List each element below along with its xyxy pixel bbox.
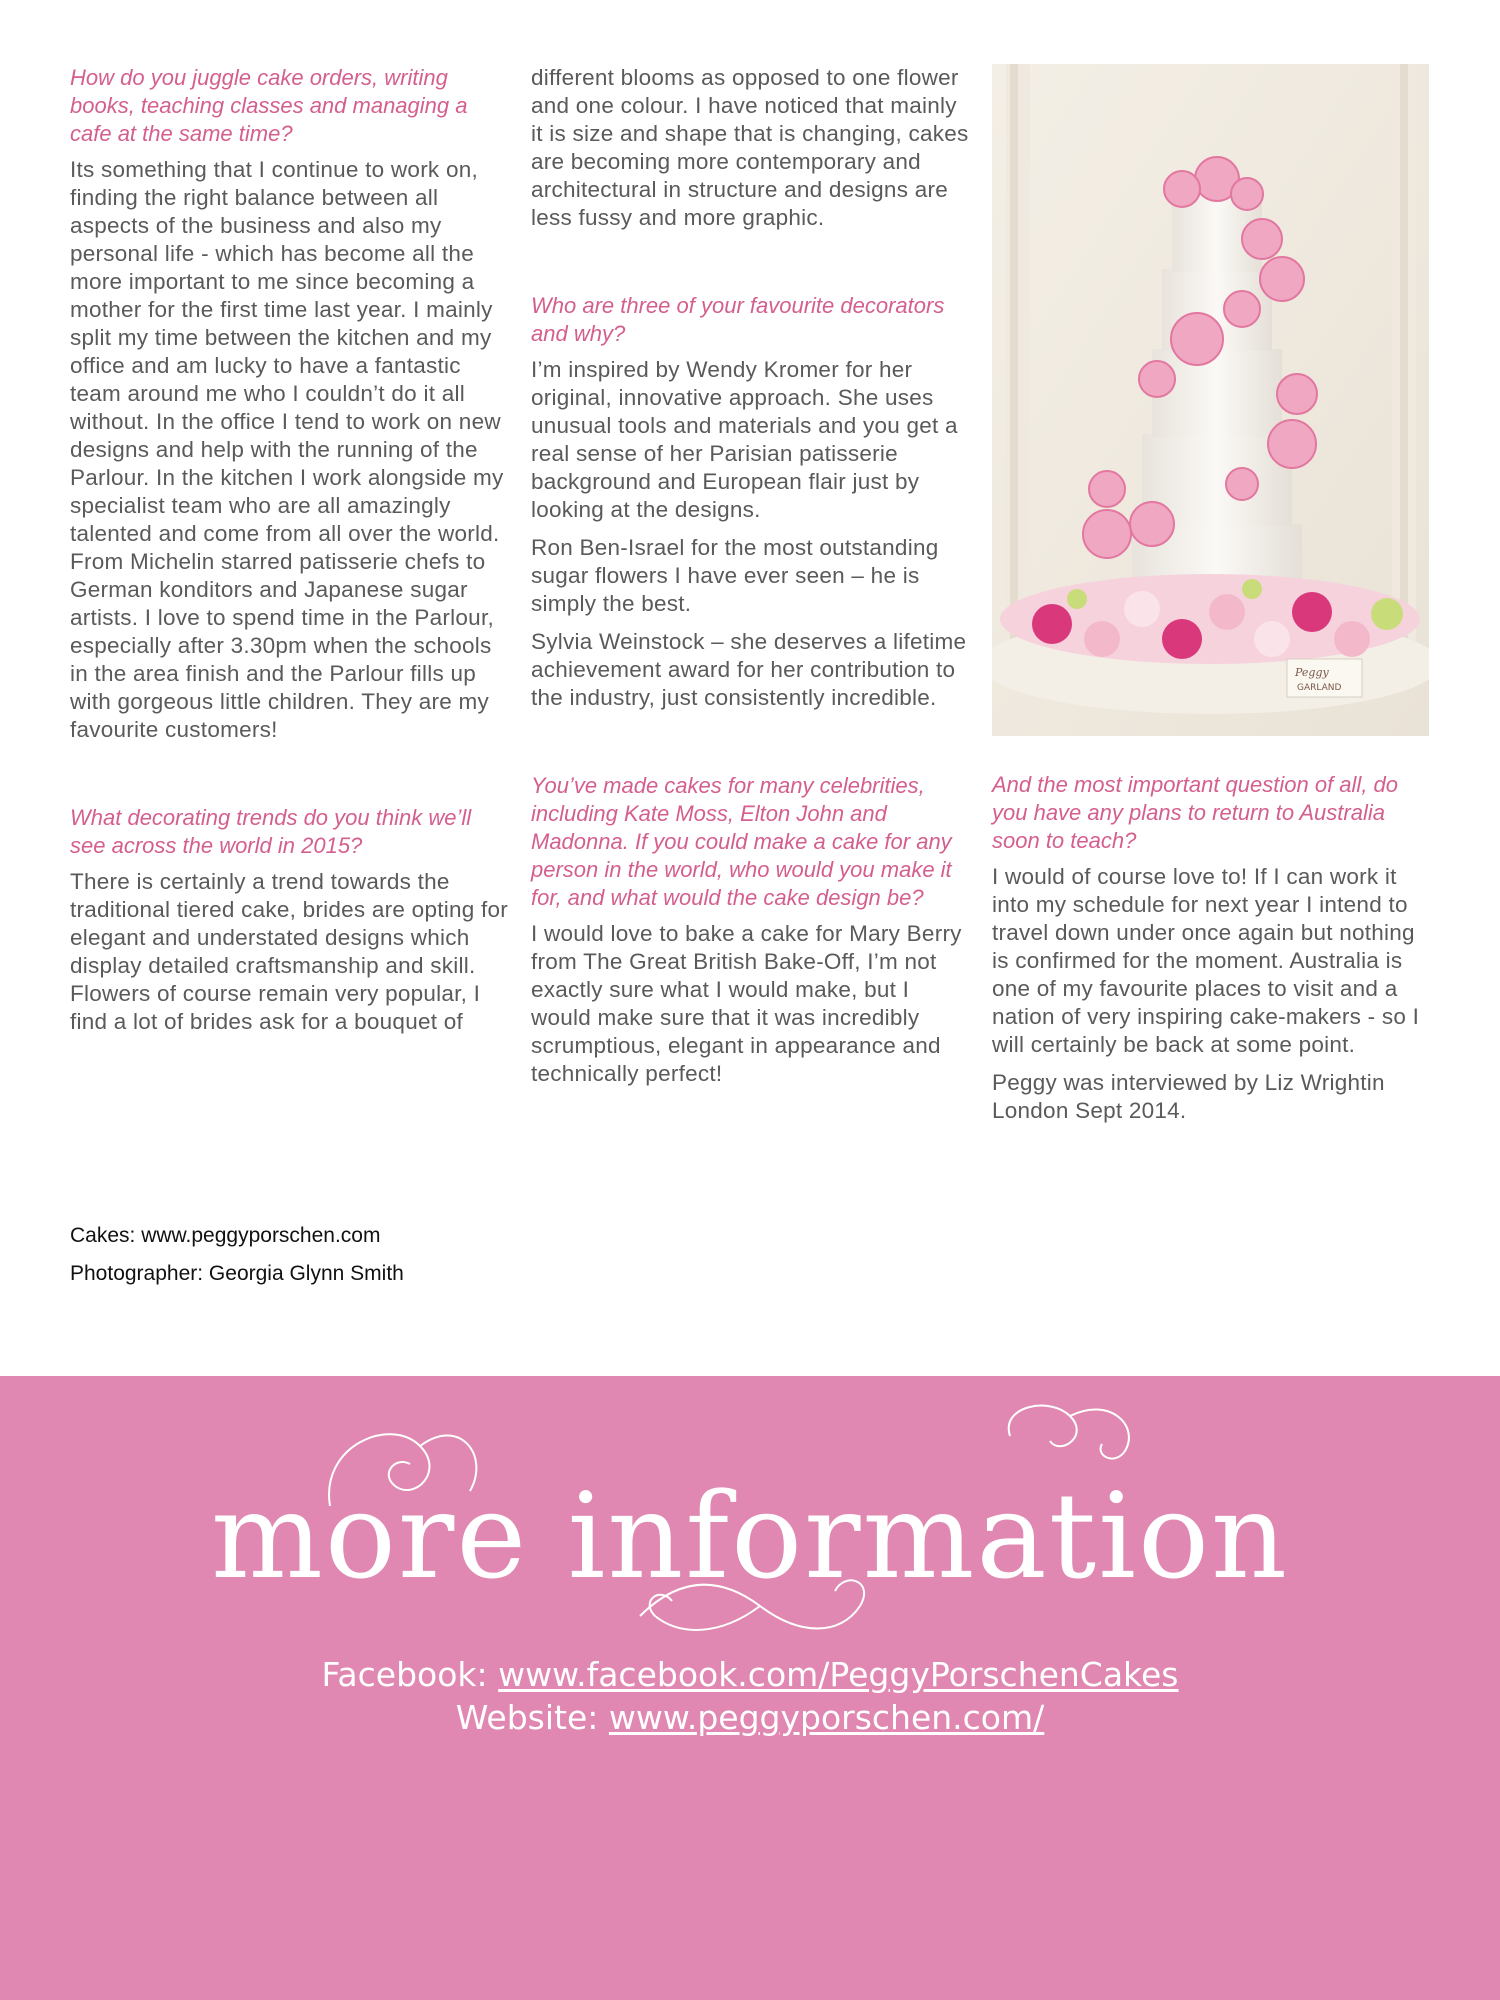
question-trends: What decorating trends do you think we’ll see across the world in 2015? — [70, 805, 472, 858]
interview-note: Peggy was interviewed by Liz Wrightin London Sept 2014. — [992, 1070, 1385, 1123]
question-decorators: Who are three of your favourite decorators and why? — [531, 293, 945, 346]
question-celebrities: You’ve made cakes for many celebrities, including Kate Moss, Elton John and Madonna. If you could make a cake for any person in the world, who would you make it for, and what would the cake design be? — [531, 773, 952, 910]
photo-sign-label: GARLAND — [1297, 683, 1342, 693]
answer-juggle: Its something that I continue to work on, finding the right balance between all aspects of the business and also my personal life - which has become all the more important to me since becoming a mother for the first time last year. I mainly split my time between the kitchen and my office and am lucky to have a fantastic team around me who I couldn’t do it all without. In the office I tend to work on new designs and help with the running of the Parlour. In the kitchen I work alongside my specialist team who are all amazingly talented and come from all over the world. From Michelin starred patisserie chefs to German konditors and Japanese sugar artists. I love to spend time in the Parlour, especially after 3.30pm when the schools in the area finish and the Parlour fills up with gorgeous little children. They are my favourite customers! — [70, 157, 504, 742]
website-label: Website: — [455, 1698, 609, 1737]
answer-celebrities: I would love to bake a cake for Mary Berry from The Great British Bake-Off, I’m not exactly sure what I would make, but I would make sure that it was incredibly scrumptious, elegant in appearance and technically perfect! — [531, 921, 962, 1086]
question-australia: And the most important question of all, do you have any plans to return to Australia soon to teach? — [992, 772, 1399, 853]
column-middle — [531, 64, 971, 1098]
answer-decorators-sylvia: Sylvia Weinstock – she deserves a lifetime achievement award for her contribution to the industry, just consistently incredible. — [531, 629, 967, 710]
facebook-label: Facebook: — [321, 1655, 499, 1694]
cake-photo — [992, 64, 1429, 736]
answer-trends: There is certainly a trend towards the traditional tiered cake, brides are opting for elegant and understated designs which display detailed craftsmanship and skill. Flowers of course remain very popular, I find a lot of brides ask for a bouquet of — [70, 869, 508, 1034]
answer-decorators-ron: Ron Ben-Israel for the most outstanding sugar flowers I have ever seen – he is simply the best. — [531, 535, 939, 616]
website-line — [0, 1697, 1500, 1739]
column-right — [992, 64, 1432, 1135]
column-left — [70, 64, 510, 1046]
photo-sign-name: Peggy — [1295, 666, 1329, 679]
more-information-title: more information — [211, 1467, 1289, 1605]
facebook-link[interactable]: www.facebook.com/PeggyPorschenCakes — [498, 1655, 1179, 1694]
credit-photographer: Photographer: Georgia Glynn Smith — [70, 1262, 404, 1285]
question-juggle: How do you juggle cake orders, writing books, teaching classes and managing a cafe at the same time? — [70, 65, 468, 146]
answer-australia: I would of course love to! If I can work it into my schedule for next year I intend to travel down under once again but nothing is confirmed for the moment. Australia is one of my favourite places to visit and a nation of very inspiring cake-makers - so I will certainly be back at some point. — [992, 864, 1420, 1057]
credit-cakes: Cakes: www.peggyporschen.com — [70, 1224, 381, 1247]
credits — [70, 1217, 404, 1293]
more-information-band — [0, 1376, 1500, 2000]
website-link[interactable]: www.peggyporschen.com/ — [608, 1698, 1045, 1737]
facebook-line — [0, 1654, 1500, 1696]
flower-base — [1000, 574, 1420, 664]
answer-decorators-wendy: I’m inspired by Wendy Kromer for her original, innovative approach. She uses unusual tools and materials and you get a real sense of her Parisian patisserie background and European flair just by looking at the designs. — [531, 357, 958, 522]
answer-trends-continued: different blooms as opposed to one flower and one colour. I have noticed that mainly it is size and shape that is changing, cakes are becoming more contemporary and architectural in structure and designs are less fussy and more graphic. — [531, 65, 969, 230]
